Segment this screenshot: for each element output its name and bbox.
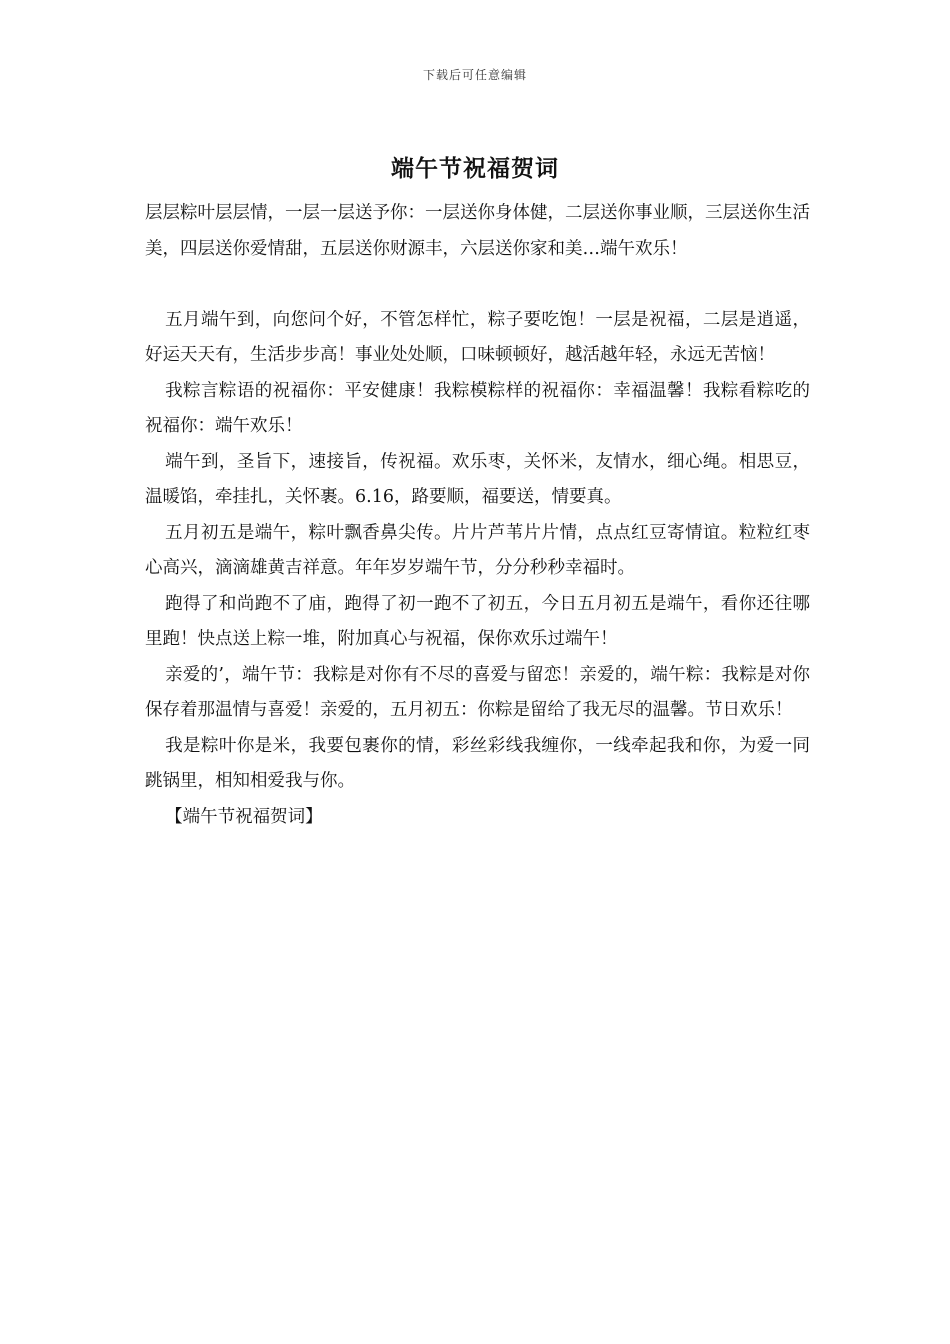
closing-bracket-title: 【端午节祝福贺词】 bbox=[165, 806, 323, 827]
paragraph-1: 五月端午到，向您问个好，不管怎样忙，粽子要吃饱！一层是祝福，二层是逍遥，好运天天有，生活步步高！事业处处顺，口味顿顿好，越活越年轻，永远无苦恼！ bbox=[145, 309, 810, 365]
document-body bbox=[145, 196, 810, 835]
paragraph-7: 我是粽叶你是米，我要包裹你的情，彩丝彩线我缠你，一线牵起我和你，为爱一同跳锅里，相知相爱我与你。 bbox=[145, 735, 810, 791]
paragraph-4: 五月初五是端午，粽叶飘香鼻尖传。片片芦苇片片情，点点红豆寄情谊。粒粒红枣心高兴，滴滴雄黄吉祥意。年年岁岁端午节，分分秒秒幸福时。 bbox=[145, 522, 810, 578]
paragraph-6: 亲爱的’，端午节：我粽是对你有不尽的喜爱与留恋！亲爱的，端午粽：我粽是对你保存着那温情与喜爱！亲爱的，五月初五：你粽是留给了我无尽的温馨。节日欢乐！ bbox=[145, 664, 810, 720]
header-note: 下载后可任意编辑 bbox=[422, 68, 527, 82]
paragraph-5: 跑得了和尚跑不了庙，跑得了初一跑不了初五，今日五月初五是端午，看你还往哪里跑！快点送上粽一堆，附加真心与祝福，保你欢乐过端午！ bbox=[145, 593, 810, 649]
document-title: 端午节祝福贺词 bbox=[391, 155, 559, 182]
intro-paragraph: 层层粽叶层层情，一层一层送予你：一层送你身体健，二层送你事业顺，三层送你生活美，四层送你爱情甜，五层送你财源丰，六层送你家和美…端午欢乐！ bbox=[145, 203, 810, 259]
blank-line bbox=[145, 267, 810, 303]
paragraph-2: 我粽言粽语的祝福你：平安健康！我粽模粽样的祝福你：幸福温馨！我粽看粽吃的祝福你：端午欢乐！ bbox=[145, 380, 810, 436]
paragraph-3: 端午到，圣旨下，速接旨，传祝福。欢乐枣，关怀米，友情水，细心绳。相思豆，温暖馅，牵挂扎，关怀裹。6.16，路要顺，福要送，情要真。 bbox=[145, 451, 810, 507]
